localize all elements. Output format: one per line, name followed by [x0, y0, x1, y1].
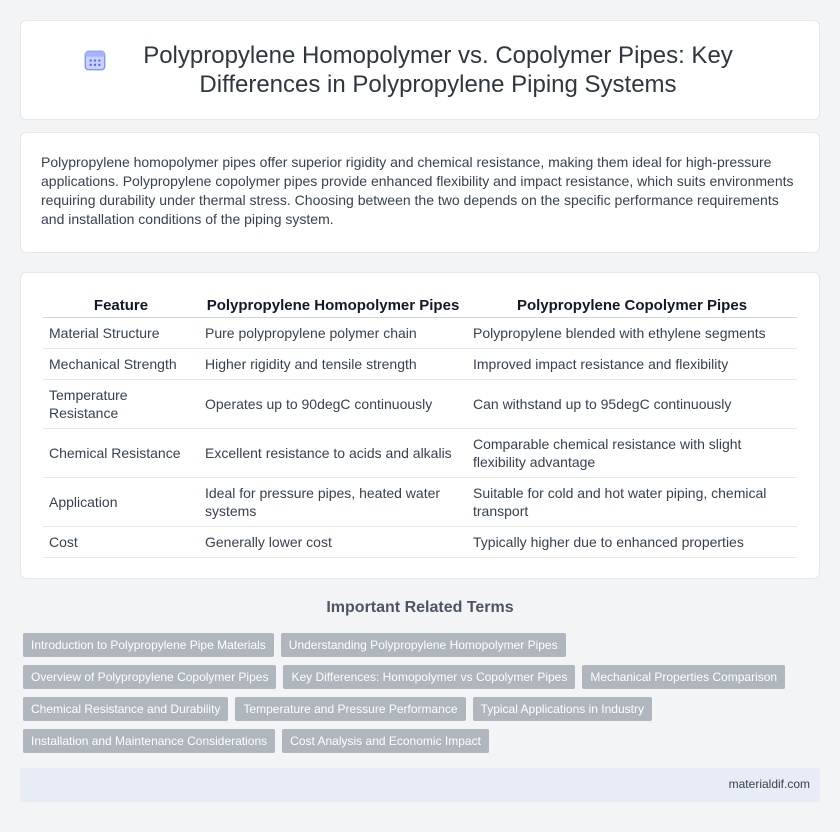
table-row — [43, 478, 797, 527]
row-homopolymer: Higher rigidity and tensile strength — [199, 349, 467, 380]
row-copolymer: Can withstand up to 95degC continuously — [467, 380, 797, 429]
intro-card — [20, 132, 820, 253]
table-header-row — [43, 293, 797, 318]
row-feature: Chemical Resistance — [43, 429, 199, 478]
related-term-tag[interactable]: Typical Applications in Industry — [473, 697, 652, 721]
row-homopolymer: Operates up to 90degC continuously — [199, 380, 467, 429]
row-feature: Cost — [43, 527, 199, 558]
row-copolymer: Improved impact resistance and flexibility — [467, 349, 797, 380]
row-feature: Material Structure — [43, 318, 199, 349]
row-feature: Temperature Resistance — [43, 380, 199, 429]
table-row — [43, 318, 797, 349]
table-row — [43, 349, 797, 380]
footer-site[interactable]: materialdif.com — [728, 777, 810, 791]
header-copolymer: Polypropylene Copolymer Pipes — [467, 293, 797, 318]
row-homopolymer: Ideal for pressure pipes, heated water systems — [199, 478, 467, 527]
row-homopolymer: Generally lower cost — [199, 527, 467, 558]
comparison-table — [43, 293, 797, 558]
title-card — [20, 20, 820, 120]
title-wrap — [82, 41, 758, 99]
table-row — [43, 527, 797, 558]
related-terms-list — [23, 633, 813, 761]
footer — [20, 768, 820, 802]
related-term-tag[interactable]: Chemical Resistance and Durability — [23, 697, 228, 721]
related-term-tag[interactable]: Overview of Polypropylene Copolymer Pipes — [23, 665, 276, 689]
row-copolymer: Suitable for cold and hot water piping, chemical transport — [467, 478, 797, 527]
related-term-tag[interactable]: Cost Analysis and Economic Impact — [282, 729, 489, 753]
related-term-tag[interactable]: Understanding Polypropylene Homopolymer Pipes — [281, 633, 566, 657]
comparison-card — [20, 272, 820, 579]
table-row — [43, 429, 797, 478]
related-term-tag[interactable]: Key Differences: Homopolymer vs Copolymer Pipes — [283, 665, 575, 689]
related-term-tag[interactable]: Installation and Maintenance Considerations — [23, 729, 275, 753]
row-copolymer: Polypropylene blended with ethylene segments — [467, 318, 797, 349]
related-term-tag[interactable]: Introduction to Polypropylene Pipe Materials — [23, 633, 274, 657]
row-homopolymer: Excellent resistance to acids and alkalis — [199, 429, 467, 478]
calendar-icon — [82, 47, 108, 73]
header-feature: Feature — [43, 293, 199, 318]
row-feature: Application — [43, 478, 199, 527]
row-copolymer: Typically higher due to enhanced properties — [467, 527, 797, 558]
header-homopolymer: Polypropylene Homopolymer Pipes — [199, 293, 467, 318]
row-feature: Mechanical Strength — [43, 349, 199, 380]
intro-text: Polypropylene homopolymer pipes offer superior rigidity and chemical resistance, making them ideal for high-pressure applications. Polypropylene copolymer pipes provide enhanced flexibility and impact resistance, which suits environments requiring durability under thermal stress. Choosing between the two depends on the specific performance requirements and installation conditions of the piping system. — [41, 154, 794, 227]
related-term-tag[interactable]: Mechanical Properties Comparison — [582, 665, 785, 689]
table-row — [43, 380, 797, 429]
related-term-tag[interactable]: Temperature and Pressure Performance — [235, 697, 465, 721]
page-title: Polypropylene Homopolymer vs. Copolymer Pipes: Key Differences in Polypropylene Piping Systems — [143, 42, 733, 98]
row-copolymer: Comparable chemical resistance with slight flexibility advantage — [467, 429, 797, 478]
related-terms-title: Important Related Terms — [326, 599, 514, 616]
row-homopolymer: Pure polypropylene polymer chain — [199, 318, 467, 349]
